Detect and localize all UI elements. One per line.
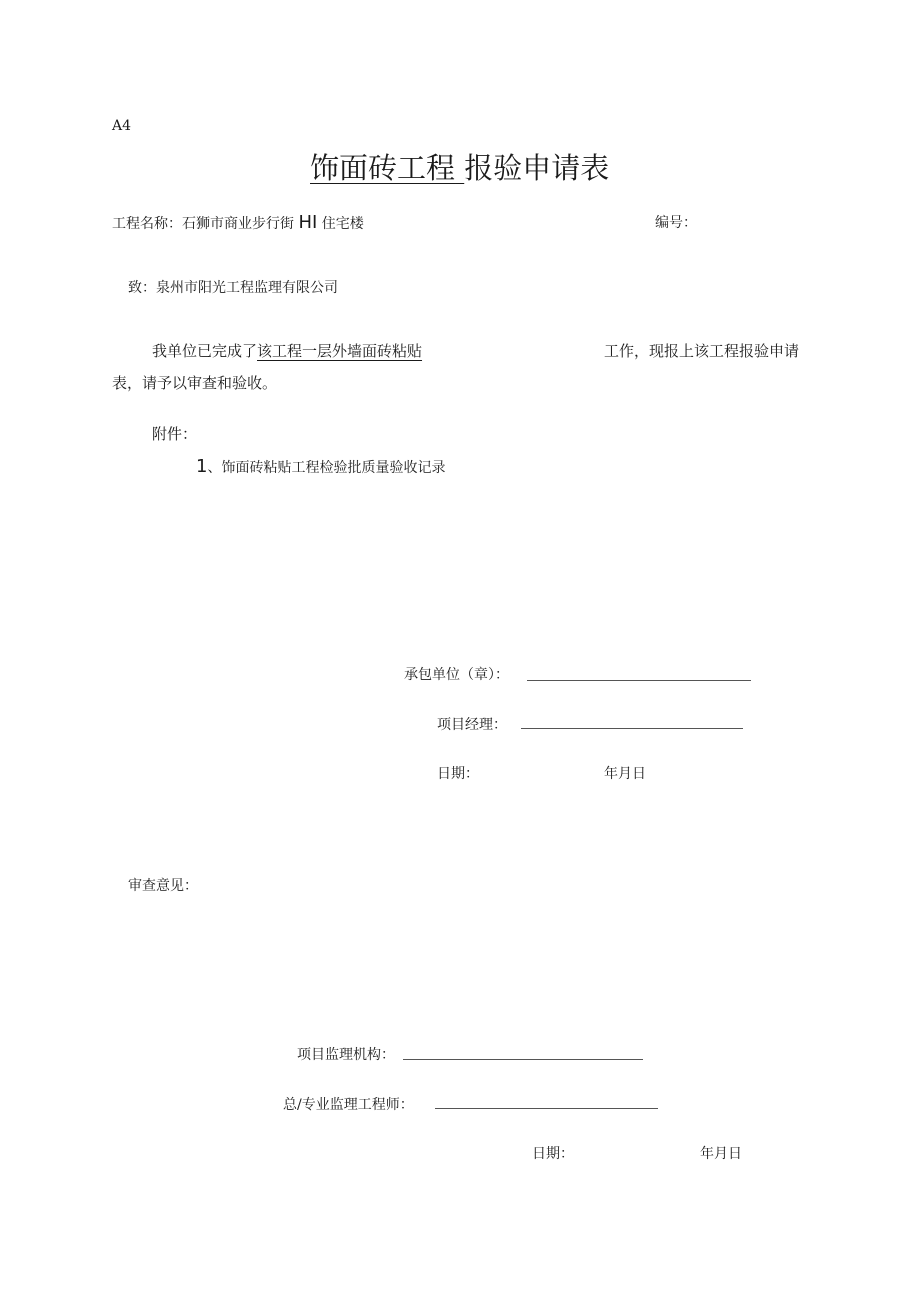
addressee-row	[128, 277, 338, 297]
contractor-date-label: 日期：	[437, 766, 479, 782]
addressee-label: 致：	[128, 280, 156, 296]
review-opinion-label: 审查意见：	[128, 878, 198, 894]
project-name-tail: 住宅楼	[321, 216, 364, 232]
project-name-value: 石狮市商业步行街	[182, 216, 294, 232]
project-manager-label: 项目经理：	[437, 717, 507, 733]
contractor-date-suffix: 年月日	[604, 766, 646, 782]
project-manager-line	[521, 728, 743, 729]
supervisor-date-suffix: 年月日	[700, 1146, 742, 1162]
attachment-item	[196, 456, 445, 477]
title-part-2: 报验申请表	[464, 151, 610, 185]
supervisor-date-label: 日期：	[532, 1146, 574, 1162]
supervision-org-label: 项目监理机构：	[297, 1047, 395, 1063]
supervision-org-line	[403, 1059, 643, 1060]
attachment-text: 饰面砖粘贴工程检验批质量验收记录	[221, 460, 446, 476]
project-name-row	[112, 212, 364, 233]
supervising-engineer-label: 总/专业监理工程师：	[283, 1097, 414, 1113]
attachment-sep: 、	[207, 460, 222, 476]
attachments-label: 附件：	[152, 425, 198, 443]
contractor-unit-line	[527, 680, 751, 681]
addressee-value: 泉州市阳光工程监理有限公司	[156, 280, 338, 296]
title-part-1: 饰面砖工程	[310, 151, 456, 185]
attachment-number: 1	[196, 456, 208, 477]
body-intro: 我单位已完成了	[152, 342, 258, 360]
body-work-item: 该工程一层外墙面砖粘贴	[257, 342, 423, 360]
body-line-2: 表，请予以审查和验收。	[112, 374, 278, 392]
supervising-engineer-line	[435, 1108, 658, 1109]
title-gap	[455, 151, 464, 185]
page-title	[310, 146, 609, 187]
project-code: HI	[298, 212, 318, 233]
number-label: 编号：	[655, 215, 697, 231]
body-line-1-end: 工作，现报上该工程报验申请	[604, 342, 800, 360]
form-code: A4	[112, 118, 132, 134]
project-name-label: 工程名称：	[112, 216, 182, 232]
body-line-1-start	[152, 340, 422, 361]
contractor-unit-label: 承包单位（章）：	[404, 667, 509, 683]
